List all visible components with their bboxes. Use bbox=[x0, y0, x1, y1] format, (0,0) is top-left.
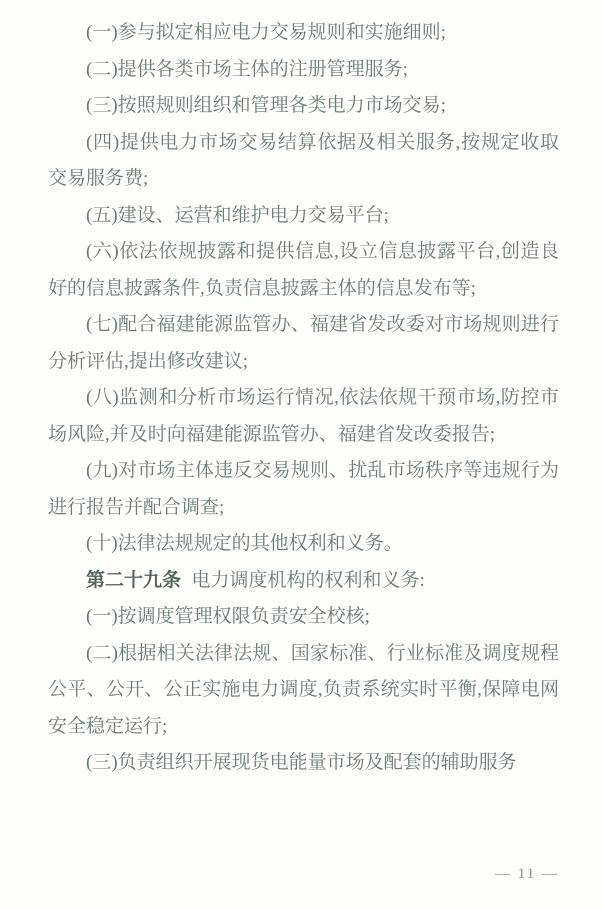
page-number: — 11 — bbox=[495, 866, 559, 882]
clause-item-3: (三)按照规则组织和管理各类电力市场交易; bbox=[86, 95, 446, 116]
clause-item-10: (十)法律法规规定的其他权利和义务。 bbox=[86, 533, 403, 554]
clause-item-7: (七)配合福建能源监管办、福建省发改委对市场规则进行分析评估,提出修改建议; bbox=[48, 314, 559, 372]
document-page-body bbox=[48, 15, 559, 782]
clause-item-6: (六)依法依规披露和提供信息,设立信息披露平台,创造良好的信息披露条件,负责信息披露主体的信息发布等; bbox=[48, 241, 559, 299]
clause-item-11: (一)按调度管理权限负责安全校核; bbox=[86, 606, 370, 627]
clause-item-4: (四)提供电力市场交易结算依据及相关服务,按规定收取交易服务费; bbox=[48, 131, 559, 189]
article-29-title: 电力调度机构的权利和义务: bbox=[191, 569, 425, 591]
clause-item-1: (一)参与拟定相应电力交易规则和实施细则; bbox=[86, 22, 446, 43]
clause-item-5: (五)建设、运营和维护电力交易平台; bbox=[86, 204, 389, 226]
clause-item-2: (二)提供各类市场主体的注册管理服务; bbox=[86, 58, 408, 80]
clause-item-13: (三)负责组织开展现货电能量市场及配套的辅助服务 bbox=[86, 752, 517, 773]
clause-item-9: (九)对市场主体违反交易规则、扰乱市场秩序等违规行为进行报告并配合调查; bbox=[48, 460, 559, 518]
article-29-number: 第二十九条 bbox=[86, 569, 182, 591]
article-29-heading bbox=[48, 563, 559, 600]
clause-item-8: (八)监测和分析市场运行情况,依法依规干预市场,防控市场风险,并及时向福建能源监管办、福建省发改委报告; bbox=[48, 387, 559, 445]
clause-item-12: (二)根据相关法律法规、国家标准、行业标准及调度规程公平、公开、公正实施电力调度,负责系统实时平衡,保障电网安全稳定运行; bbox=[48, 642, 559, 737]
